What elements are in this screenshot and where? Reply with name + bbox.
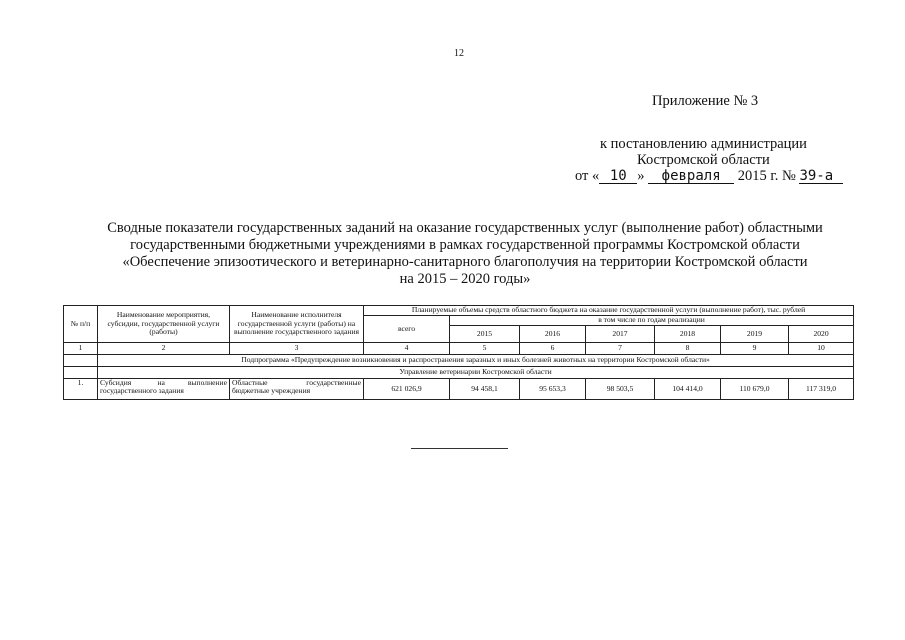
decree-from-prefix: от « <box>575 168 600 184</box>
header-executor: Наименование исполнителя государственной услуги (работы) на выполнение государственного задания <box>230 306 364 343</box>
header-by-years: в том числе по годам реализации <box>450 316 854 326</box>
header-year-2020: 2020 <box>789 326 854 343</box>
row-measure-line-1: Субсидия на выполнение <box>100 378 227 387</box>
bottom-divider <box>411 448 508 449</box>
row-num: 1. <box>64 379 98 400</box>
row-executor-line-2: бюджетные учреждения <box>232 386 311 396</box>
col-num-5: 5 <box>450 343 520 355</box>
col-num-7: 7 <box>586 343 655 355</box>
page-number: 12 <box>454 48 464 59</box>
col-num-2: 2 <box>98 343 230 355</box>
decree-line-1: к постановлению администрации <box>600 136 807 152</box>
decree-year-text: 2015 г. № <box>737 168 796 184</box>
title-line-4: на 2015 – 2020 годы» <box>399 271 531 287</box>
row-2016: 95 653,3 <box>520 379 586 400</box>
indicators-table <box>63 305 854 400</box>
column-number-row <box>64 343 854 355</box>
header-num: № п/п <box>64 306 98 343</box>
header-year-2016: 2016 <box>520 326 586 343</box>
appendix-heading: Приложение № 3 <box>652 93 759 109</box>
header-year-2015: 2015 <box>450 326 520 343</box>
col-num-1: 1 <box>64 343 98 355</box>
row-executor <box>230 379 364 400</box>
header-planned: Планируемые объемы средств областного бюджета на оказание государственной услуги (выполнение работ), тыс. рублей <box>364 306 854 316</box>
decree-month: февраля <box>648 169 734 184</box>
col-num-6: 6 <box>520 343 586 355</box>
decree-day: 10 <box>599 169 637 184</box>
header-total: всего <box>364 316 450 343</box>
row-measure-line-2: государственного задания <box>100 386 184 396</box>
col-num-8: 8 <box>655 343 721 355</box>
title-line-1: Сводные показатели государственных заданий на оказание государственных услуг (выполнение работ) областными <box>107 220 823 236</box>
department-title: Управление ветеринарии Костромской области <box>98 367 854 379</box>
subprogram-title: Подпрограмма «Предупреждение возникновения и распространения заразных и иных болезней животных на территории Костромской области» <box>98 355 854 367</box>
subprogram-num-cell <box>64 355 98 367</box>
header-year-2018: 2018 <box>655 326 721 343</box>
decree-date-line <box>575 168 843 185</box>
col-num-10: 10 <box>789 343 854 355</box>
decree-line-2: Костромской области <box>637 152 770 168</box>
row-2020: 117 319,0 <box>789 379 854 400</box>
col-num-9: 9 <box>721 343 789 355</box>
subprogram-row <box>64 355 854 367</box>
col-num-4: 4 <box>364 343 450 355</box>
department-row <box>64 367 854 379</box>
header-measure: Наименование мероприятия, субсидии, государственной услуги (работы) <box>98 306 230 343</box>
row-2017: 98 503,5 <box>586 379 655 400</box>
title-line-2: государственными бюджетными учреждениями в рамках государственной программы Костромской области <box>130 237 800 253</box>
row-2019: 110 679,0 <box>721 379 789 400</box>
row-measure <box>98 379 230 400</box>
row-executor-line-1: Областные государственные <box>232 378 361 387</box>
row-2018: 104 414,0 <box>655 379 721 400</box>
title-line-3: «Обеспечение эпизоотического и ветеринарно-санитарного благополучия на территории Костромской области <box>122 254 808 270</box>
department-num-cell <box>64 367 98 379</box>
col-num-3: 3 <box>230 343 364 355</box>
decree-number: 39-а <box>799 169 843 184</box>
decree-quote-close: » <box>637 168 645 184</box>
row-2015: 94 458,1 <box>450 379 520 400</box>
table-row <box>64 379 854 400</box>
header-year-2017: 2017 <box>586 326 655 343</box>
row-total: 621 026,9 <box>364 379 450 400</box>
header-year-2019: 2019 <box>721 326 789 343</box>
document-title <box>70 220 860 288</box>
header-row-1 <box>64 306 854 316</box>
